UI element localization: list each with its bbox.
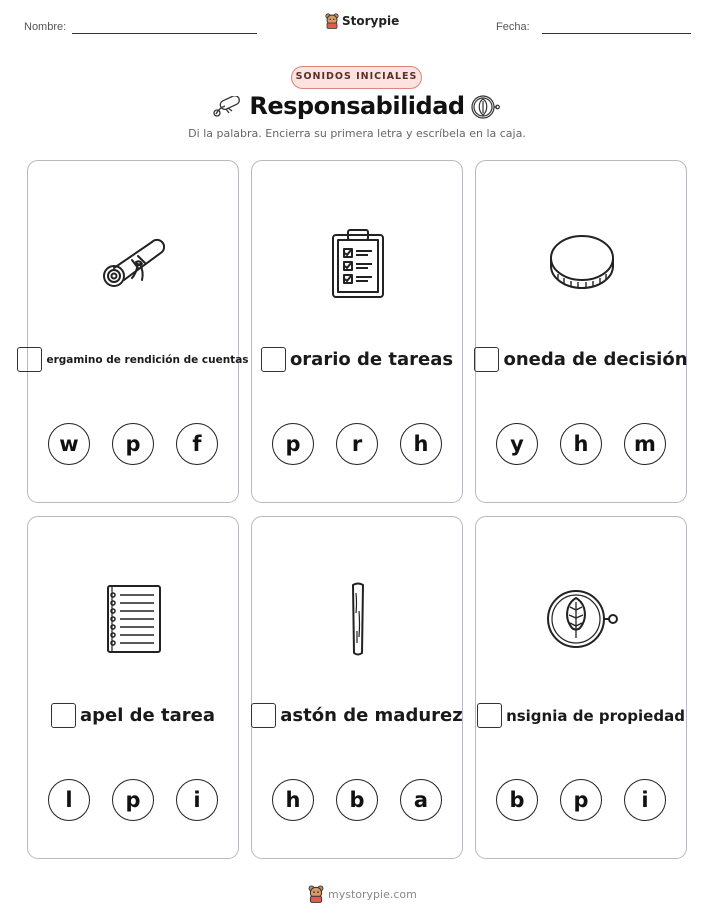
word-row	[28, 347, 249, 372]
letter-choice[interactable]: b	[336, 779, 378, 821]
letter-choice[interactable]: f	[176, 423, 218, 465]
letter-choice[interactable]: a	[400, 779, 442, 821]
letter-choices	[28, 779, 238, 821]
word-card	[251, 516, 463, 859]
letter-choice[interactable]: h	[272, 779, 314, 821]
instructions: Di la palabra. Encierra su primera letra y escríbela en la caja.	[188, 127, 526, 140]
footer-url[interactable]: mystorypie.com	[328, 887, 417, 901]
date-label: Fecha:	[496, 21, 530, 33]
letter-choice[interactable]: p	[112, 779, 154, 821]
word-row	[252, 347, 462, 372]
word-row	[476, 703, 686, 728]
first-letter-box[interactable]	[261, 347, 286, 372]
footer	[308, 885, 417, 903]
letter-choices	[252, 423, 462, 465]
word-row	[252, 703, 462, 728]
word-row	[476, 347, 686, 372]
name-label: Nombre:	[24, 21, 67, 33]
word-card	[27, 160, 249, 503]
letter-choice[interactable]: m	[624, 423, 666, 465]
first-letter-box[interactable]	[477, 703, 502, 728]
first-letter-box[interactable]	[51, 703, 76, 728]
first-letter-box[interactable]	[474, 347, 499, 372]
word-ending: apel de tarea	[79, 705, 216, 726]
word-row	[28, 703, 238, 728]
letter-choices	[476, 779, 686, 821]
letter-choices	[476, 423, 686, 465]
clipboard-icon	[308, 223, 408, 303]
letter-choice[interactable]: i	[624, 779, 666, 821]
letter-choice[interactable]: p	[112, 423, 154, 465]
brand-name: Storypie	[342, 14, 400, 28]
bear-icon	[325, 13, 339, 29]
letter-choice[interactable]: p	[272, 423, 314, 465]
letter-choice[interactable]: b	[496, 779, 538, 821]
word-card	[27, 516, 239, 859]
letter-choices	[28, 423, 238, 465]
stick-icon	[308, 579, 408, 659]
word-card	[475, 516, 687, 859]
page-title: Responsabilidad	[249, 92, 465, 120]
letter-choice[interactable]: h	[400, 423, 442, 465]
letter-choice[interactable]: h	[560, 423, 602, 465]
brand-logo	[325, 13, 399, 29]
scroll-icon	[84, 223, 184, 303]
word-card	[251, 160, 463, 503]
letter-choice[interactable]: p	[560, 779, 602, 821]
letter-choice[interactable]: w	[48, 423, 90, 465]
word-card	[475, 160, 687, 503]
first-letter-box[interactable]	[251, 703, 276, 728]
word-ending: ergamino de rendición de cuentas	[46, 353, 249, 366]
paper-icon	[84, 579, 184, 659]
word-ending: orario de tareas	[289, 349, 454, 370]
letter-choices	[252, 779, 462, 821]
category-pill: SONIDOS INICIALES	[291, 66, 422, 89]
coin-icon	[532, 223, 632, 303]
word-ending: nsignia de propiedad	[506, 706, 685, 725]
word-ending: astón de madurez	[280, 705, 463, 726]
date-field[interactable]	[542, 33, 691, 34]
letter-choice[interactable]: r	[336, 423, 378, 465]
letter-choice[interactable]: l	[48, 779, 90, 821]
badge-icon	[532, 579, 632, 659]
bear-icon	[308, 885, 324, 903]
letter-choice[interactable]: y	[496, 423, 538, 465]
word-ending: oneda de decisión	[503, 349, 688, 370]
name-field[interactable]	[72, 33, 257, 34]
letter-choice[interactable]: i	[176, 779, 218, 821]
badge-icon	[470, 94, 500, 120]
first-letter-box[interactable]	[17, 347, 42, 372]
